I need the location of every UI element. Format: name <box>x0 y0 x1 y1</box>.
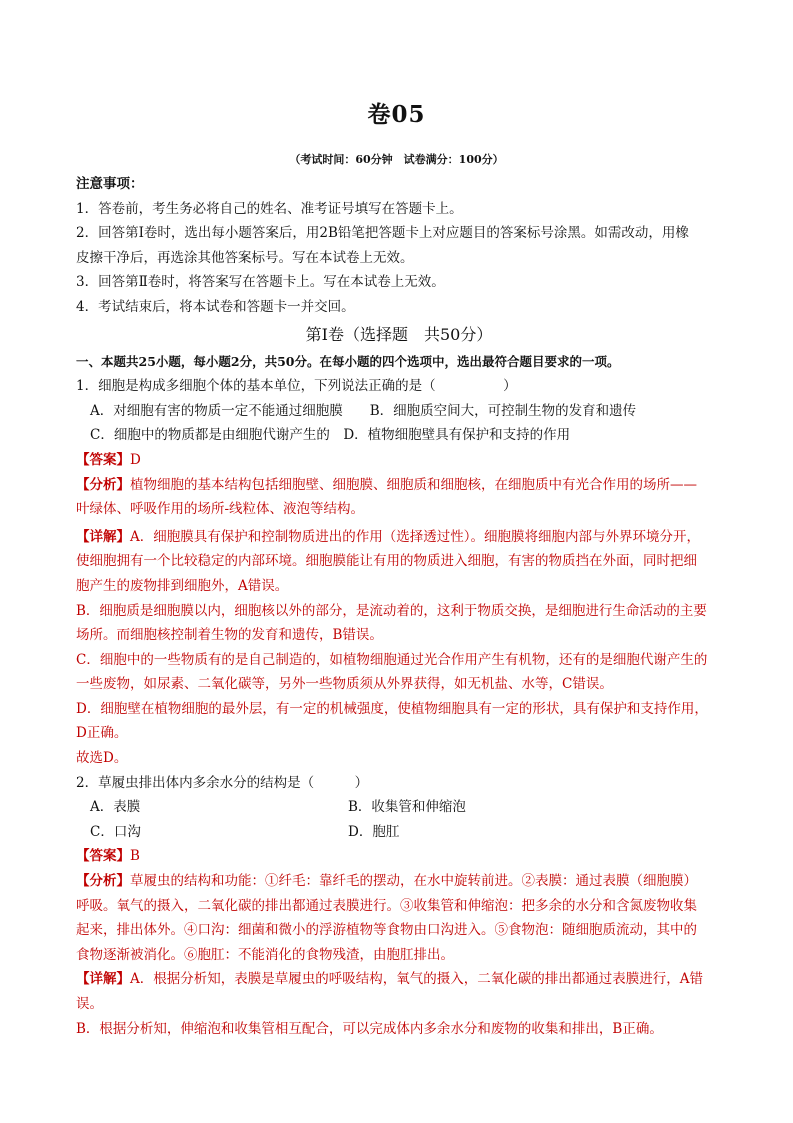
section-instruction: 一、本题共25小题，每小题2分，共50分。在每小题的四个选项中，选出最符合题目要求的一项。 <box>76 353 620 369</box>
page-title: 卷05 <box>367 101 426 128</box>
question-2-options-row-2 <box>76 820 722 845</box>
question-2-detail-line: B．根据分析知，伸缩泡和收集管相互配合，可以完成体内多余水分和废物的收集和排出，B正确。 <box>76 1020 663 1037</box>
question-2-analysis <box>76 869 722 894</box>
question-2-analysis-cont: 呼吸。氧气的摄入，二氧化碳的排出都通过表膜进行。③收集管和伸缩泡：把多余的水分和含氮废物收集 <box>76 897 697 914</box>
answer-tag: 【答案】 <box>76 451 130 468</box>
question-1-options-row-1: A．对细胞有害的物质一定不能通过细胞膜 B．细胞质空间大，可控制生物的发育和遗传 <box>90 402 637 419</box>
section-title: 第Ⅰ卷（选择题 共50分） <box>305 324 493 344</box>
question-1-analysis-cont: 叶绿体、呼吸作用的场所-线粒体、液泡等结构。 <box>76 501 365 518</box>
option-c: C．口沟 <box>90 823 141 840</box>
question-2-analysis-cont: 食物逐渐被消化。⑥胞肛：不能消化的食物残渣，由胞肛排出。 <box>76 946 454 963</box>
question-2-detail <box>76 967 722 992</box>
answer-value: D <box>130 451 141 468</box>
option-b: B．收集管和伸缩泡 <box>348 799 466 816</box>
notice-item: 3．回答第Ⅱ卷时，将答案写在答题卡上。写在本试卷上无效。 <box>76 274 445 291</box>
question-2-stem: 2．草履虫排出体内多余水分的结构是（ ） <box>76 774 369 791</box>
answer-value: B <box>130 848 140 865</box>
answer-tag: 【答案】 <box>76 848 130 865</box>
question-1-detail-line: 场所。而细胞核控制着生物的发育和遗传，B错误。 <box>76 627 383 644</box>
question-1-detail-line: 一些废物，如尿素、二氧化碳等，另外一些物质须从外界获得，如无机盐、水等，C错误。 <box>76 676 613 693</box>
notice-item: 皮擦干净后，再选涂其他答案标号。写在本试卷上无效。 <box>76 249 414 266</box>
question-1-detail <box>76 525 722 550</box>
detail-text: A．细胞膜具有保护和控制物质进出的作用（选择透过性）。细胞膜将细胞内部与外界环境分开， <box>130 528 700 545</box>
detail-tag: 【详解】 <box>76 971 130 988</box>
analysis-text: 草履虫的结构和功能：①纤毛：靠纤毛的摆动，在水中旋转前进。②表膜：通过表膜（细胞膜） <box>130 873 697 890</box>
question-1-analysis <box>76 473 722 498</box>
question-1-detail-line: D正确。 <box>76 725 128 742</box>
question-2-detail-line: 误。 <box>76 996 103 1012</box>
question-2-options-row-1 <box>76 795 722 820</box>
question-1-answer <box>76 448 722 473</box>
question-1-stem: 1．细胞是构成多细胞个体的基本单位，下列说法正确的是（ ） <box>76 378 517 395</box>
question-1-detail-line: 使细胞拥有一个比较稳定的内部环境。细胞膜能让有用的物质进入细胞，有害的物质挡在外面，同时把细 <box>76 553 697 570</box>
question-1-detail-line: B．细胞质是细胞膜以内，细胞核以外的部分，是流动着的，这利于物质交换，是细胞进行生命活动的主要 <box>76 602 707 619</box>
detail-text: A．根据分析知，表膜是草履虫的呼吸结构，氧气的摄入，二氧化碳的排出都通过表膜进行，A错 <box>130 971 703 988</box>
analysis-tag: 【分析】 <box>76 476 130 493</box>
option-d: D．胞肛 <box>348 823 400 840</box>
document-body <box>76 172 722 1041</box>
option-a: A．表膜 <box>90 799 141 816</box>
question-1-detail-line: D．细胞壁在植物细胞的最外层，有一定的机械强度，使植物细胞具有一定的形状，具有保护和支持作用， <box>76 700 708 717</box>
question-2-analysis-cont: 起来，排出体外。④口沟：细菌和微小的浮游植物等食物由口沟进入。⑤食物泡：随细胞质流动，其中的 <box>76 922 697 939</box>
question-1-options-row-2: C．细胞中的物质都是由细胞代谢产生的 D．植物细胞壁具有保护和支持的作用 <box>90 427 571 444</box>
notice-heading: 注意事项： <box>76 176 144 192</box>
notice-item: 4．考试结束后，将本试卷和答题卡一并交回。 <box>76 298 355 315</box>
exam-info: （考试时间：60分钟 试卷满分：100分） <box>289 153 504 166</box>
question-1-detail-line: C．细胞中的一些物质有的是自己制造的，如植物细胞通过光合作用产生有机物，还有的是细胞代谢产生的 <box>76 651 708 668</box>
question-1-conclusion: 故选D。 <box>76 750 128 767</box>
question-1-detail-line: 胞产生的废物排到细胞外，A错误。 <box>76 577 289 594</box>
notice-item: 1．答卷前，考生务必将自己的姓名、准考证号填写在答题卡上。 <box>76 200 463 217</box>
notice-item: 2．回答第Ⅰ卷时，选出每小题答案后，用2B铅笔把答题卡上对应题目的答案标号涂黑。如需改动，用橡 <box>76 225 689 242</box>
analysis-text: 植物细胞的基本结构包括细胞壁、细胞膜、细胞质和细胞核，在细胞质中有光合作用的场所—— <box>130 476 697 493</box>
detail-tag: 【详解】 <box>76 528 130 545</box>
analysis-tag: 【分析】 <box>76 873 130 890</box>
question-2-answer <box>76 844 722 869</box>
